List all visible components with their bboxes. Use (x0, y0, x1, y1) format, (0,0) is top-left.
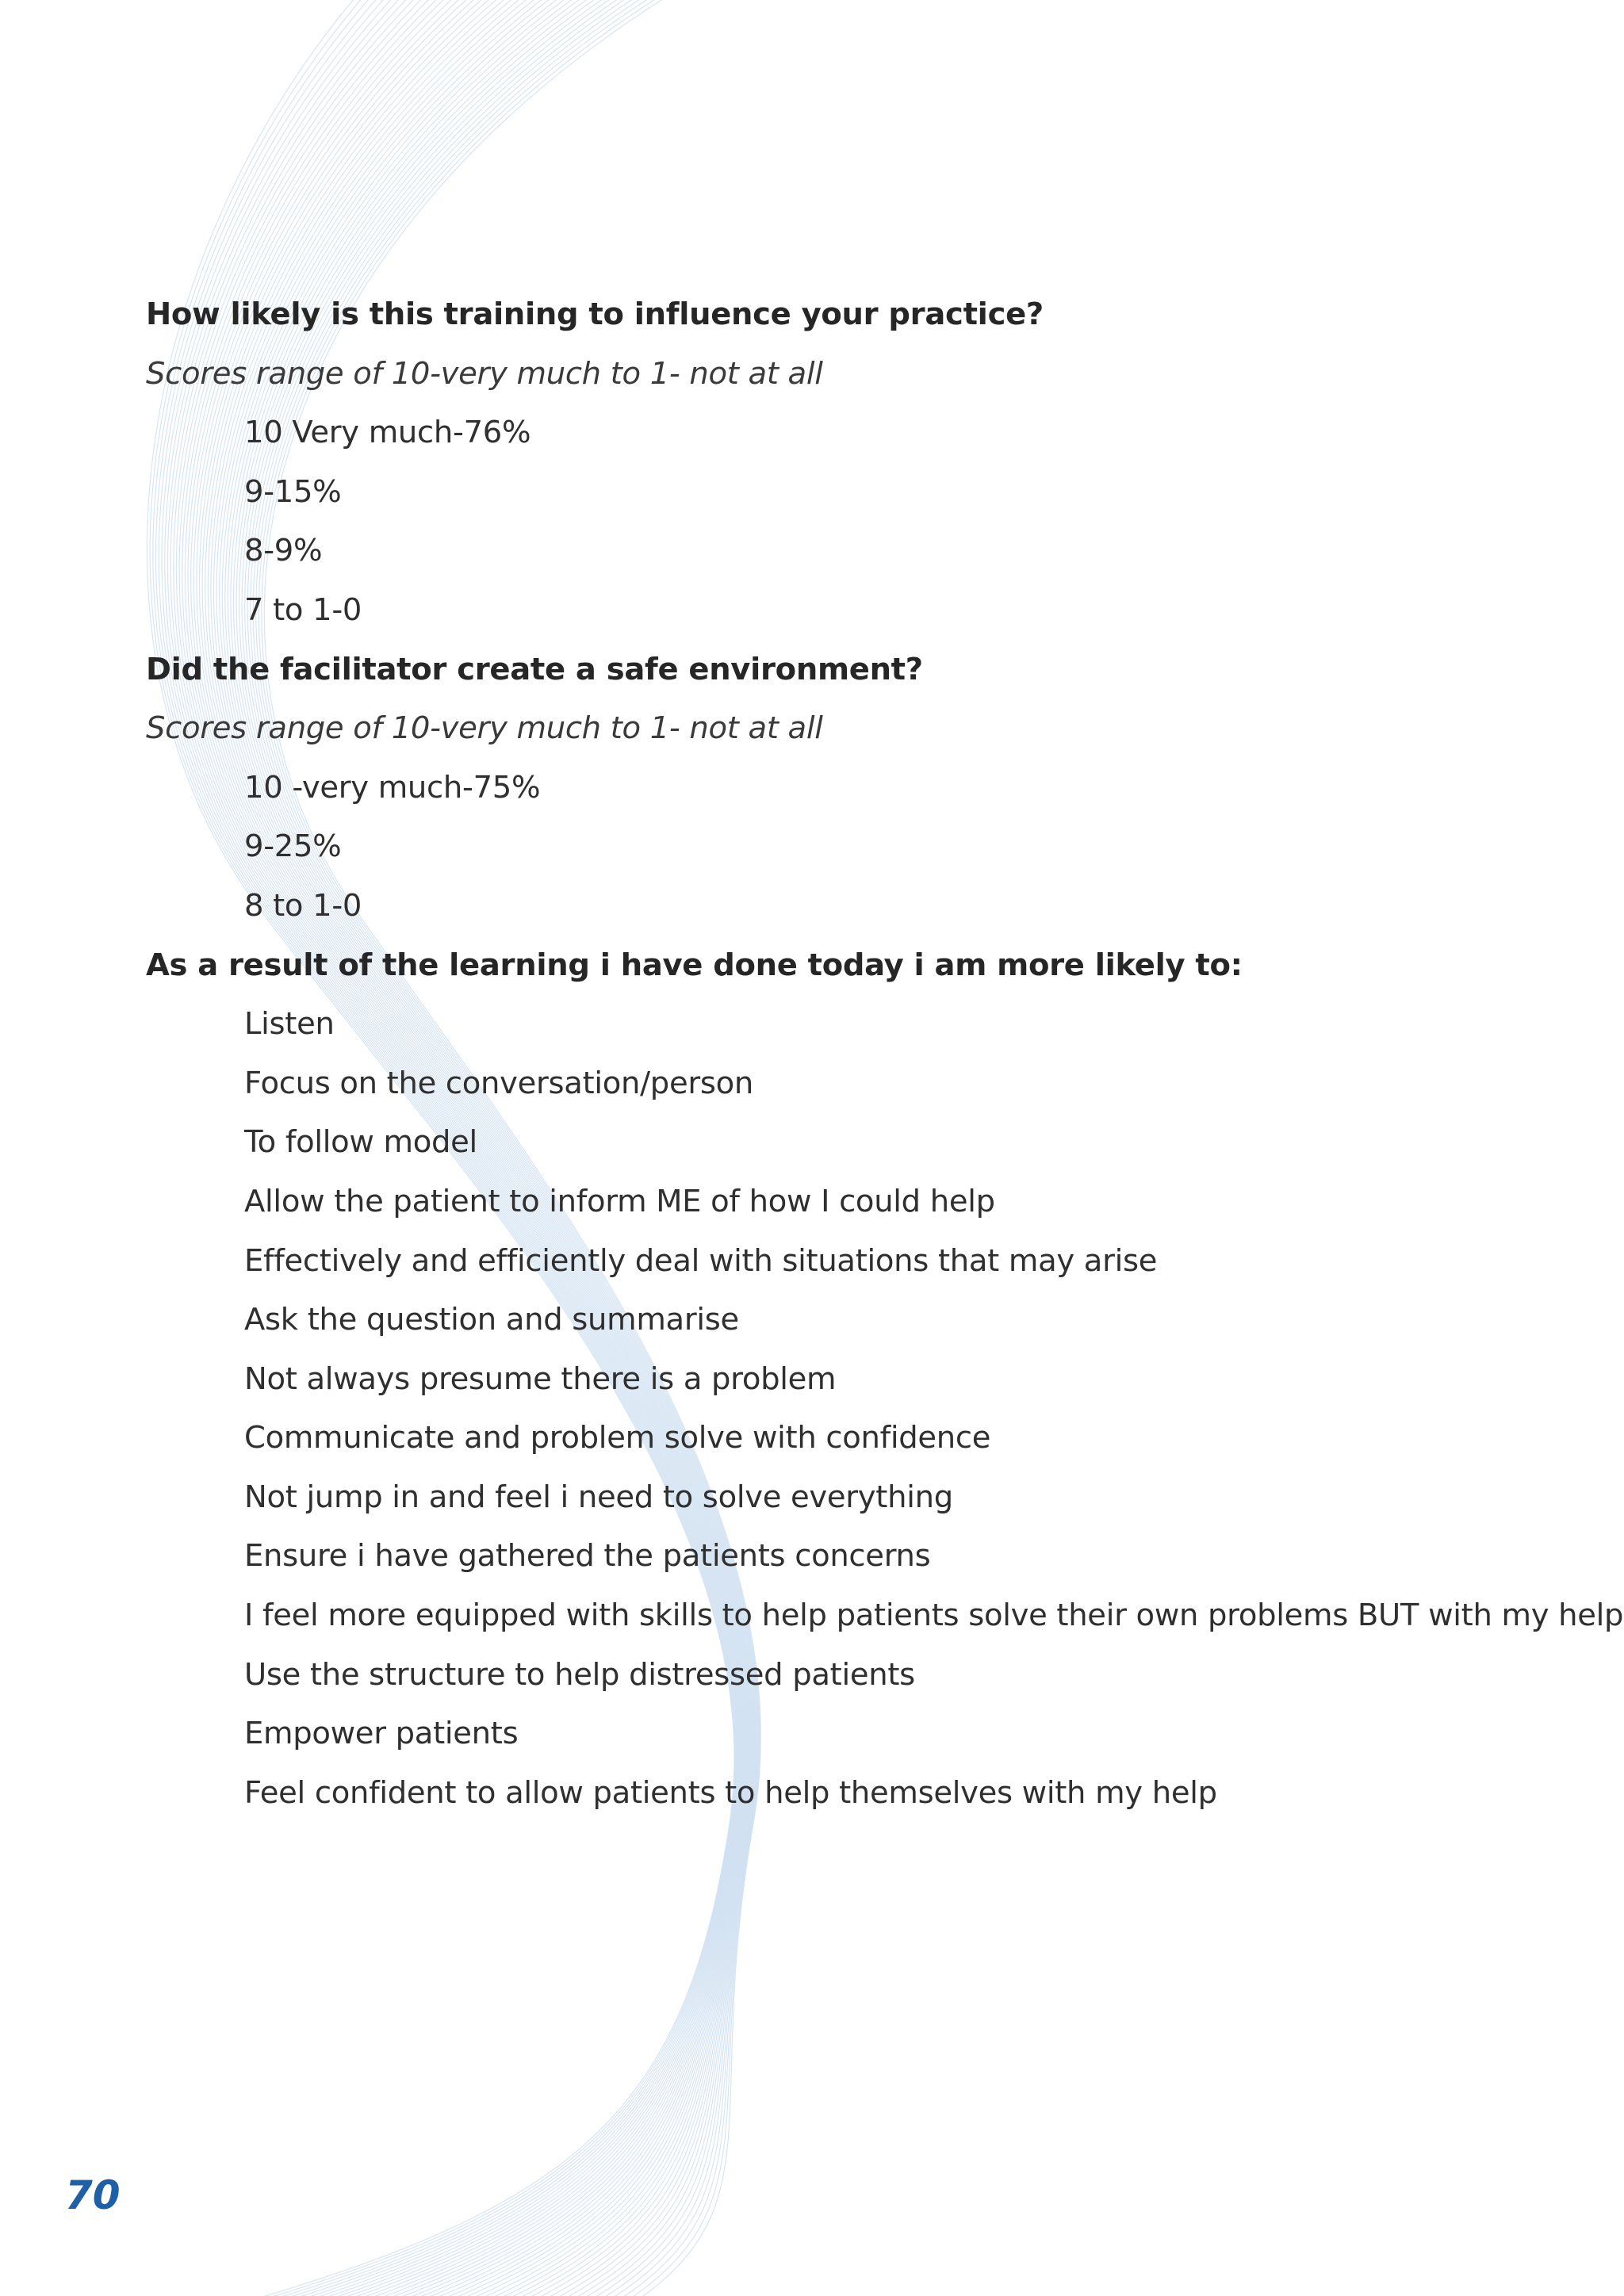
section-learning-outcomes (146, 936, 1624, 1823)
score-item: 8-9% (244, 533, 323, 569)
outcome-item: To follow model (244, 1124, 477, 1161)
score-range-note: Scores range of 10-very much to 1- not at all (146, 355, 823, 392)
outcome-item: Not always presume there is a problem (244, 1360, 837, 1397)
section-safe-environment (146, 641, 1573, 936)
outcome-item: Listen (244, 1006, 335, 1043)
section-training-influence (146, 285, 1573, 641)
score-item: 9-15% (244, 473, 342, 510)
score-item: 9-25% (244, 828, 342, 865)
outcome-item: Use the structure to help distressed patients (244, 1656, 915, 1693)
outcome-item: Effectively and efficiently deal with situations that may arise (244, 1242, 1158, 1279)
outcome-item: Communicate and problem solve with confidence (244, 1420, 991, 1456)
score-item: 10 Very much-76% (244, 415, 531, 451)
outcome-item: I feel more equipped with skills to help patients solve their own problems BUT with my help (244, 1598, 1624, 1634)
score-item: 7 to 1-0 (244, 591, 362, 628)
section-heading: As a result of the learning i have done today i am more likely to: (146, 947, 1243, 983)
outcome-item: Feel confident to allow patients to help themselves with my help (244, 1774, 1217, 1811)
outcome-item: Not jump in and feel i need to solve everything (244, 1479, 953, 1515)
page-number: 70 (65, 2172, 121, 2218)
page-content (146, 285, 1624, 1823)
section-heading: How likely is this training to influence your practice? (146, 297, 1044, 332)
score-item: 8 to 1-0 (244, 887, 362, 924)
section-heading: Did the facilitator create a safe environment? (146, 651, 923, 687)
outcome-item: Ensure i have gathered the patients concerns (244, 1538, 931, 1575)
outcome-item: Allow the patient to inform ME of how I could help (244, 1183, 995, 1219)
score-item: 10 -very much-75% (244, 769, 541, 806)
score-range-note: Scores range of 10-very much to 1- not at all (146, 710, 823, 747)
outcome-item: Focus on the conversation/person (244, 1065, 753, 1101)
outcome-item: Ask the question and summarise (244, 1302, 739, 1338)
outcome-item: Empower patients (244, 1716, 519, 1752)
